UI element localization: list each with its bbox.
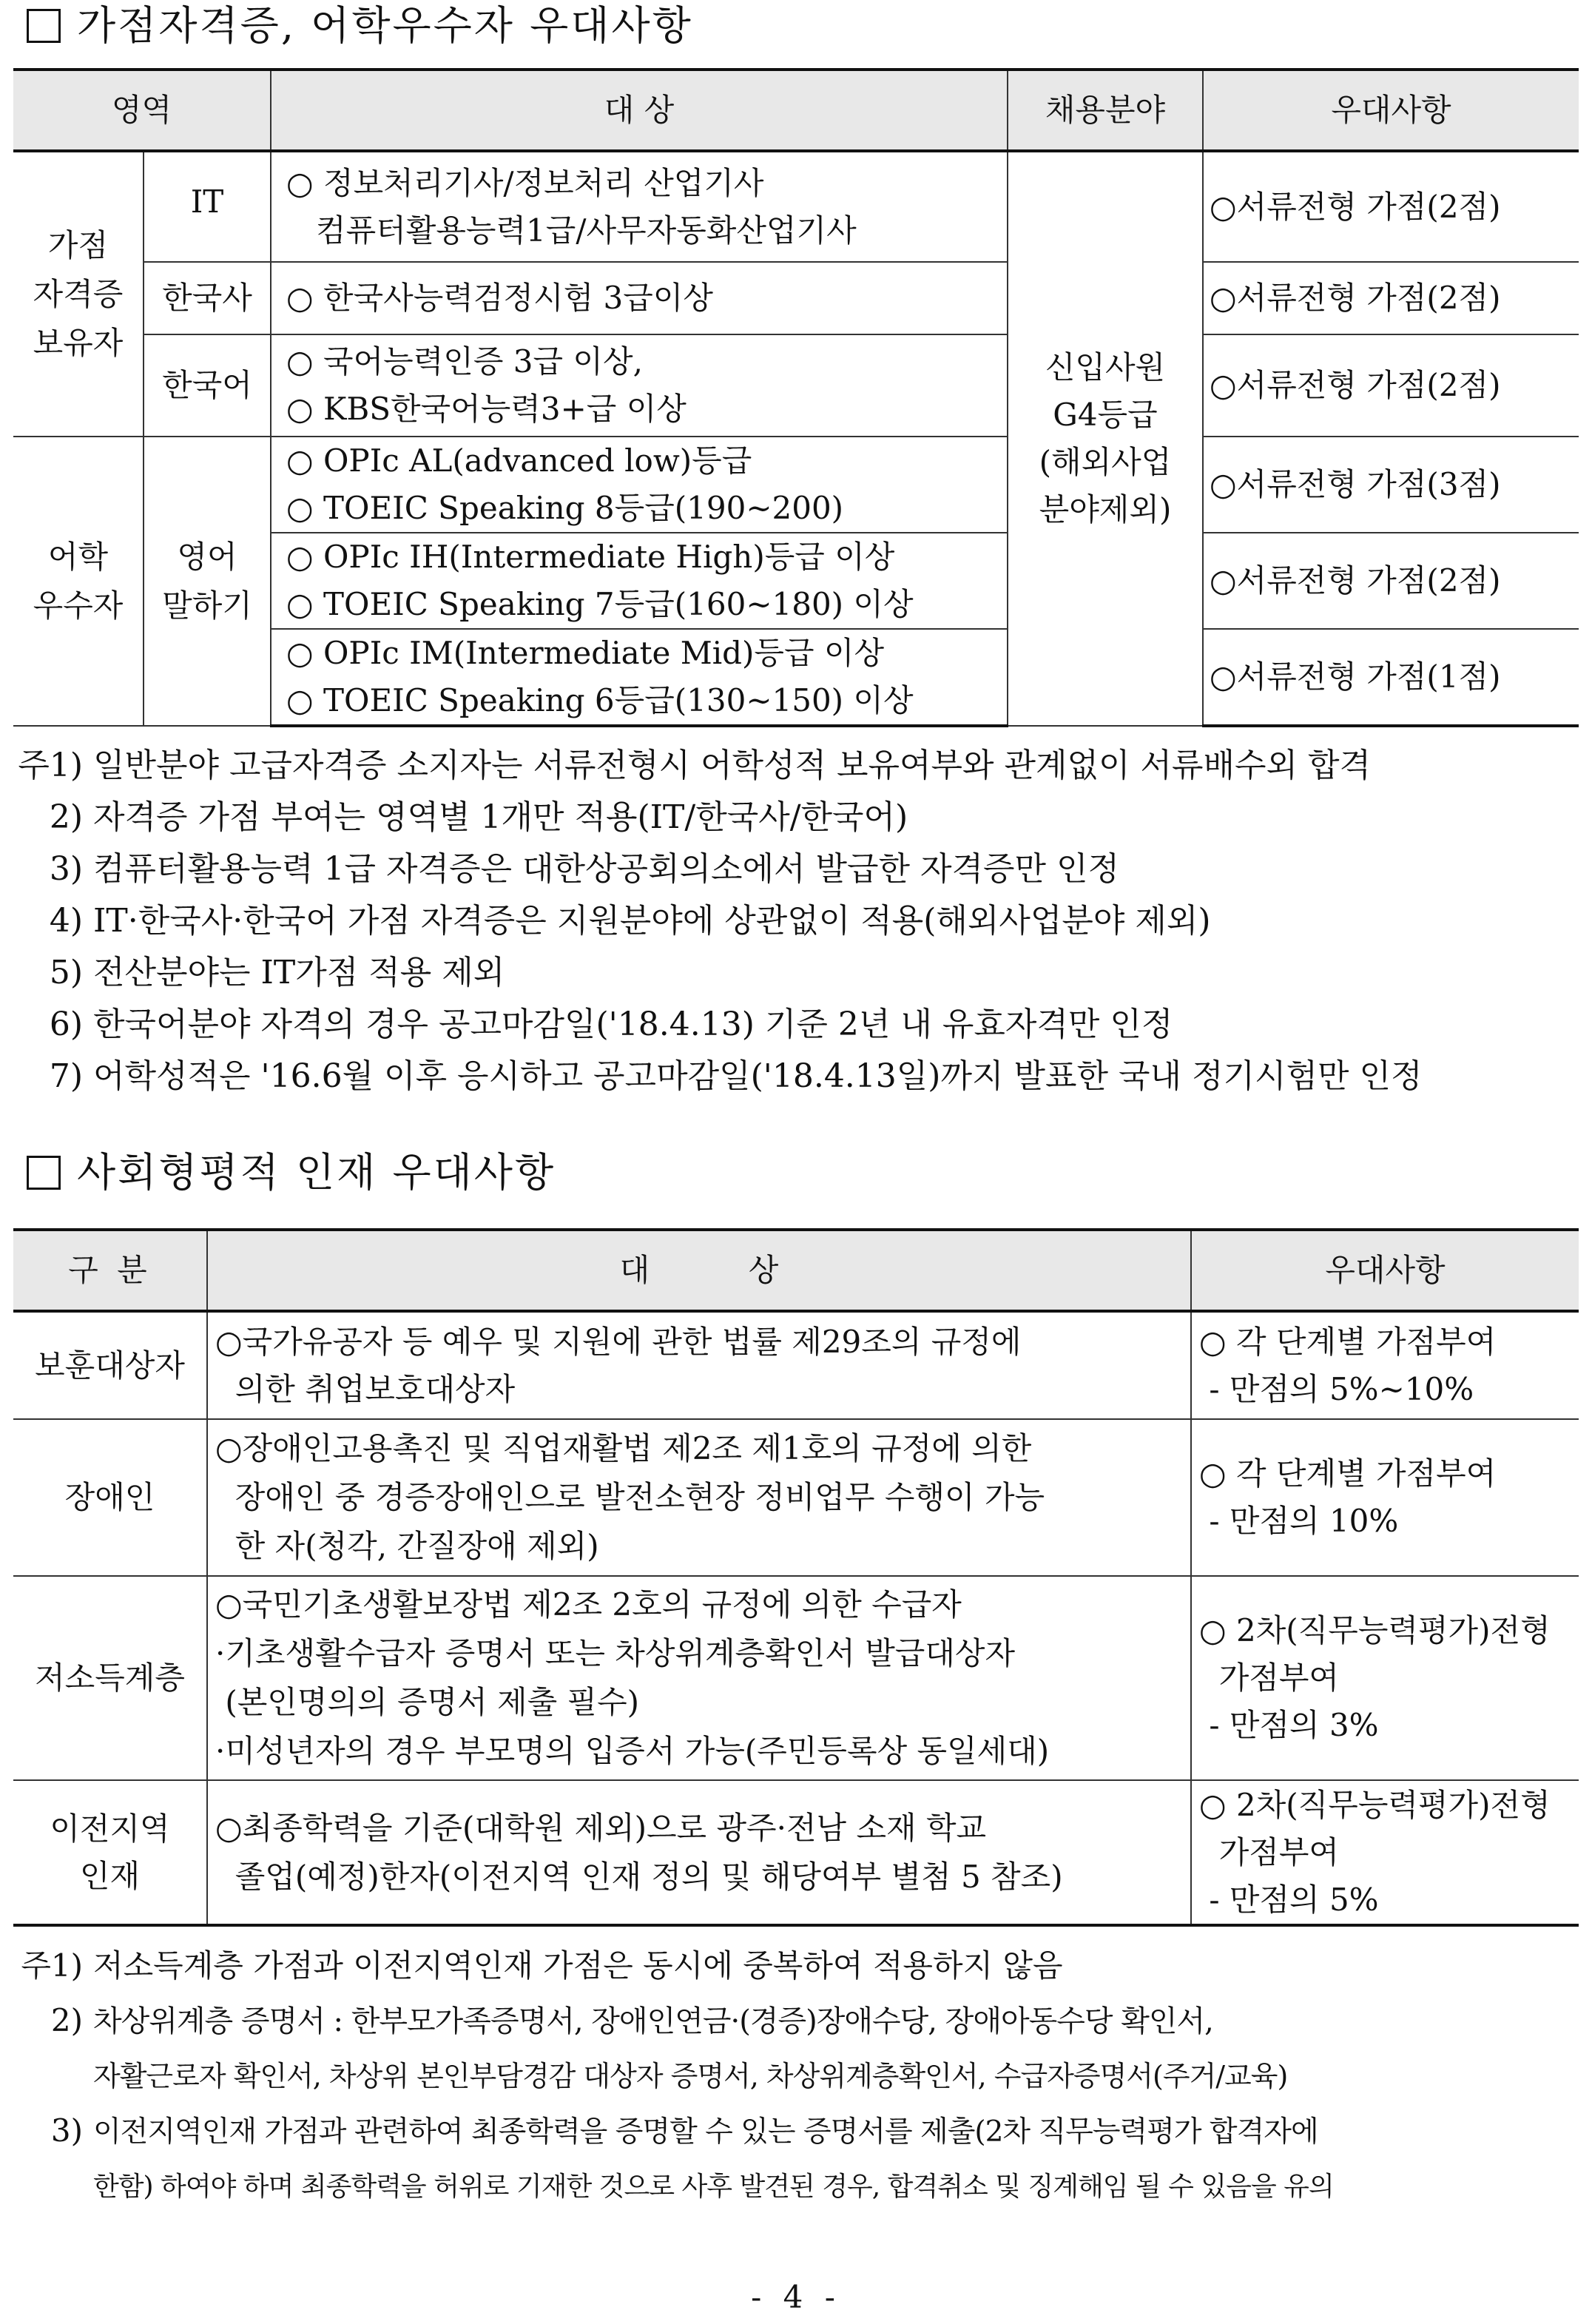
page-number: - 4 -: [751, 2279, 841, 2315]
note-item: 2) 차상위계층 증명서 : 한부모가족증명서, 장애인연금·(경증)장애수당, 장애아동수당 확인서,: [50, 2002, 1213, 2038]
benefit-disabled: ○ 각 단계별 가점부여 - 만점의 10%: [1191, 1419, 1579, 1576]
target-english-2: ○ OPIc IH(Intermediate High)등급 이상 ○ TOEIC Speaking 7등급(160~180) 이상: [271, 533, 1008, 629]
social-equity-table: [13, 1228, 1579, 1927]
header-benefit: 우대사항: [1203, 70, 1579, 151]
section2-title: 사회형평적 인재 우대사항: [77, 1149, 556, 1196]
benefit-english-3: ○서류전형 가점(1점): [1203, 629, 1579, 726]
target-english-3: ○ OPIc IM(Intermediate Mid)등급 이상 ○ TOEIC Speaking 6등급(130~150) 이상: [271, 629, 1008, 726]
checkbox-square-icon: [27, 9, 61, 43]
section2-heading: [27, 1147, 556, 1199]
note-item: 3) 컴퓨터활용능력 1급 자격증은 대한상공회의소에서 발급한 자격증만 인정: [49, 850, 1120, 888]
target-disabled: ○장애인고용촉진 및 직업재활법 제2조 제1호의 규정에 의한 장애인 중 경증장애인으로 발전소현장 정비업무 수행이 가능 한 자(청각, 간질장애 제외): [207, 1419, 1191, 1576]
benefit-low-income: ○ 2차(직무능력평가)전형 가점부여 - 만점의 3%: [1191, 1576, 1579, 1780]
area-cert-holder: 가점 자격증 보유자: [13, 151, 144, 437]
sub-korean: 한국어: [144, 334, 271, 437]
header-target: 대 상: [271, 70, 1008, 151]
target-veteran: ○국가유공자 등 예우 및 지원에 관한 법률 제29조의 규정에 의한 취업보호대상자: [207, 1311, 1191, 1419]
header-area: 영역: [13, 70, 271, 151]
section1-notes: [13, 740, 1567, 1102]
benefit-english-2: ○서류전형 가점(2점): [1203, 533, 1579, 629]
sub-english-speaking: 영어 말하기: [144, 437, 271, 726]
note-item: 5) 전산분야는 IT가점 적용 제외: [49, 954, 505, 991]
note-item: 7) 어학성적은 '16.6월 이후 응시하고 공고마감일('18.4.13일)까지 발표한 국내 정기시험만 인정: [49, 1057, 1423, 1095]
note-item: 주1) 저소득계층 가점과 이전지역인재 가점은 동시에 중복하여 적용하지 않음: [21, 1947, 1063, 1984]
checkbox-square-icon: [27, 1156, 61, 1190]
section1-heading: [27, 0, 693, 52]
category-disabled: 장애인: [13, 1419, 207, 1576]
hiring-field: 신입사원 G4등급 (해외사업 분야제외): [1008, 151, 1203, 726]
benefit-it: ○서류전형 가점(2점): [1203, 151, 1579, 262]
note-continuation: 한함) 하여야 하며 최종학력을 허위로 기재한 것으로 사후 발견된 경우, 합격취소 및 징계해임 될 수 있음을 유의: [93, 2172, 1334, 2202]
area-language: 어학 우수자: [13, 437, 144, 726]
category-veteran: 보훈대상자: [13, 1311, 207, 1419]
note-item: 6) 한국어분야 자격의 경우 공고마감일('18.4.13) 기준 2년 내 유효자격만 인정: [49, 1006, 1173, 1043]
sub-it: IT: [144, 151, 271, 262]
benefit-relocation-talent: ○ 2차(직무능력평가)전형 가점부여 - 만점의 5%: [1191, 1780, 1579, 1925]
target-it: ○ 정보처리기사/정보처리 산업기사 컴퓨터활용능력1급/사무자동화산업기사: [271, 151, 1008, 262]
category-low-income: 저소득계층: [13, 1576, 207, 1780]
note-item: 3) 이전지역인재 가점과 관련하여 최종학력을 증명할 수 있는 증명서를 제출(2차 직무능력평가 합격자에: [50, 2112, 1318, 2149]
note-continuation: 자활근로자 확인서, 차상위 본인부담경감 대상자 증명서, 차상위계층확인서, 수급자증명서(주거/교육): [93, 2060, 1288, 2092]
header-category: 구 분: [13, 1230, 207, 1311]
benefit-english-1: ○서류전형 가점(3점): [1203, 437, 1579, 533]
section1-title: 가점자격증, 어학우수자 우대사항: [77, 2, 693, 49]
target-low-income: ○국민기초생활보장법 제2조 2호의 규정에 의한 수급자 ·기초생활수급자 증명서 또는 차상위계층확인서 발급대상자 (본인명의의 증명서 제출 필수) ·미성년자의 경우 부모명의 입증서 가능(주민등록상 동일세대): [207, 1576, 1191, 1780]
sub-korean-history: 한국사: [144, 262, 271, 334]
target-relocation-talent: ○최종학력을 기준(대학원 제외)으로 광주·전남 소재 학교 졸업(예정)한자(이전지역 인재 정의 및 해당여부 별첨 5 참조): [207, 1780, 1191, 1925]
target-korean: ○ 국어능력인증 3급 이상, ○ KBS한국어능력3+급 이상: [271, 334, 1008, 437]
header-benefit: 우대사항: [1191, 1230, 1579, 1311]
section2-notes: [13, 1939, 1567, 2214]
note-item: 4) IT·한국사·한국어 가점 자격증은 지원분야에 상관없이 적용(해외사업분야 제외): [49, 902, 1211, 940]
benefit-veteran: ○ 각 단계별 가점부여 - 만점의 5%~10%: [1191, 1311, 1579, 1419]
benefit-korean-history: ○서류전형 가점(2점): [1203, 262, 1579, 334]
target-english-1: ○ OPIc AL(advanced low)등급 ○ TOEIC Speaking 8등급(190~200): [271, 437, 1008, 533]
benefit-korean: ○서류전형 가점(2점): [1203, 334, 1579, 437]
header-target: 대 상: [207, 1230, 1191, 1311]
category-relocation-talent: 이전지역 인재: [13, 1780, 207, 1925]
target-korean-history: ○ 한국사능력검정시험 3급이상: [271, 262, 1008, 334]
certificate-table: [13, 68, 1579, 727]
header-field: 채용분야: [1008, 70, 1203, 151]
note-item: 주1) 일반분야 고급자격증 소지자는 서류전형시 어학성적 보유여부와 관계없이 서류배수외 합격: [18, 747, 1372, 784]
note-item: 2) 자격증 가점 부여는 영역별 1개만 적용(IT/한국사/한국어): [49, 798, 908, 836]
